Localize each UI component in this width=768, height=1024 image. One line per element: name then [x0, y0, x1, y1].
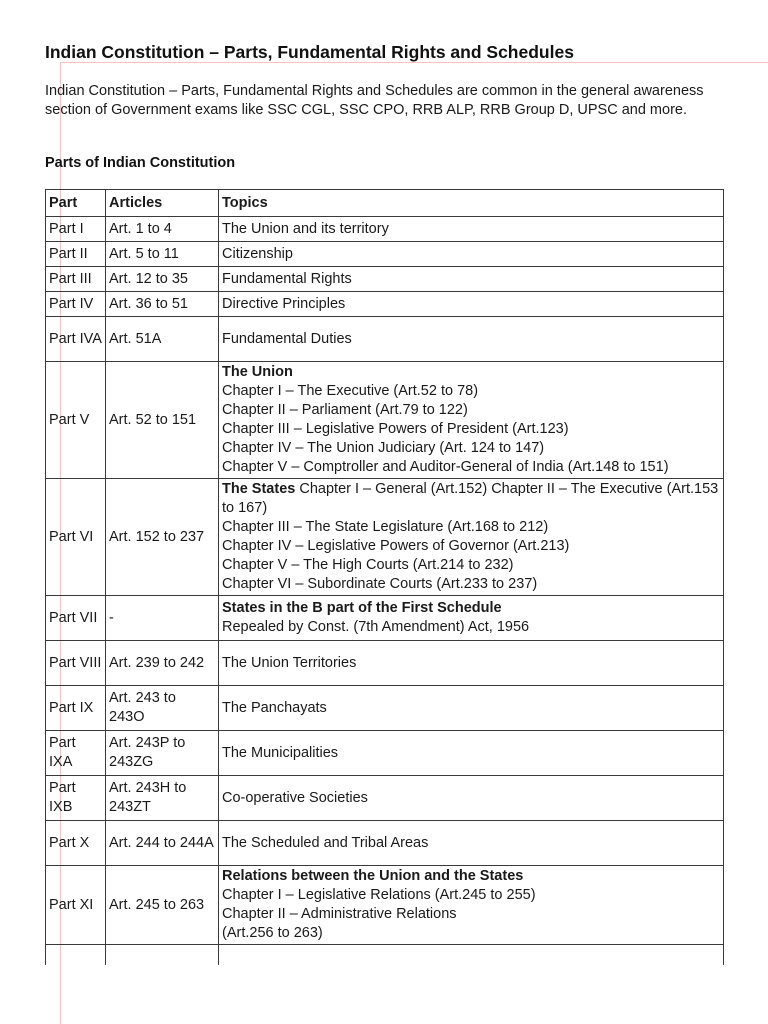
part-cell: Part IXA — [46, 731, 106, 776]
topic-cell: The Panchayats — [219, 686, 724, 731]
topic-cell: The Union and its territory — [219, 217, 724, 242]
table-row — [46, 821, 724, 866]
table-row — [46, 362, 724, 479]
table-row — [46, 641, 724, 686]
topic-heading: The States — [222, 481, 296, 497]
table-row — [46, 242, 724, 267]
topic-cell: Directive Principles — [219, 292, 724, 317]
table-row — [46, 267, 724, 292]
page-title: Indian Constitution – Parts, Fundamental Rights and Schedules — [45, 42, 574, 62]
articles-cell: Art. 245 to 263 — [106, 866, 219, 945]
table-header-row — [46, 190, 724, 217]
topic-line: Chapter IV – The Union Judiciary (Art. 124 to 147) — [222, 440, 545, 456]
part-cell-empty — [46, 945, 106, 966]
part-cell: Part IX — [46, 686, 106, 731]
topic-line: Chapter III – The State Legislature (Art.168 to 212) — [222, 519, 549, 535]
header-part: Part — [46, 190, 106, 217]
part-cell: Part VIII — [46, 641, 106, 686]
topic-cell: The Municipalities — [219, 731, 724, 776]
topic-cell — [219, 362, 724, 479]
articles-cell: Art. 52 to 151 — [106, 362, 219, 479]
articles-cell: Art. 243H to 243ZT — [106, 776, 219, 821]
articles-cell: Art. 36 to 51 — [106, 292, 219, 317]
topic-cell: Fundamental Duties — [219, 317, 724, 362]
articles-cell: - — [106, 596, 219, 641]
intro-paragraph: Indian Constitution – Parts, Fundamental Rights and Schedules are common in the general awareness section of Government exams like SSC CGL, SSC CPO, RRB ALP, RRB Group D, UPSC and more. — [45, 83, 704, 118]
header-articles: Articles — [106, 190, 219, 217]
articles-cell: Art. 239 to 242 — [106, 641, 219, 686]
articles-cell: Art. 1 to 4 — [106, 217, 219, 242]
topic-heading: Relations between the Union and the States — [222, 868, 524, 884]
constitution-parts-table — [45, 189, 724, 965]
topic-cell: The Scheduled and Tribal Areas — [219, 821, 724, 866]
topic-cell — [219, 479, 724, 596]
part-cell: Part IV — [46, 292, 106, 317]
part-cell: Part X — [46, 821, 106, 866]
topic-line: (Art.256 to 263) — [222, 925, 323, 941]
table-row — [46, 217, 724, 242]
topic-line: Chapter II – Administrative Relations — [222, 906, 457, 922]
table-row — [46, 686, 724, 731]
table-row — [46, 866, 724, 945]
articles-cell: Art. 152 to 237 — [106, 479, 219, 596]
topic-line: Chapter IV – Legislative Powers of Governor (Art.213) — [222, 538, 570, 554]
table-row — [46, 776, 724, 821]
topic-line: Chapter II – Parliament (Art.79 to 122) — [222, 402, 468, 418]
table-row — [46, 292, 724, 317]
topic-line: Chapter I – Legislative Relations (Art.245 to 255) — [222, 887, 536, 903]
topic-line: Chapter I – General (Art.152) Chapter II – The Executive (Art.153 to 167) — [222, 481, 719, 516]
articles-cell: Art. 12 to 35 — [106, 267, 219, 292]
table-row — [46, 596, 724, 641]
table-row — [46, 317, 724, 362]
part-cell: Part I — [46, 217, 106, 242]
part-cell: Part III — [46, 267, 106, 292]
part-cell: Part V — [46, 362, 106, 479]
topic-first-line — [222, 480, 720, 518]
articles-cell: Art. 51A — [106, 317, 219, 362]
topic-cell — [219, 596, 724, 641]
topic-line: Chapter III – Legislative Powers of President (Art.123) — [222, 421, 569, 437]
articles-cell: Art. 244 to 244A — [106, 821, 219, 866]
topic-cell-empty — [219, 945, 724, 966]
topic-line: Chapter I – The Executive (Art.52 to 78) — [222, 383, 479, 399]
articles-cell: Art. 243P to 243ZG — [106, 731, 219, 776]
topic-cell: The Union Territories — [219, 641, 724, 686]
topic-line: Chapter VI – Subordinate Courts (Art.233 to 237) — [222, 576, 538, 592]
part-cell: Part XI — [46, 866, 106, 945]
table-row-partial — [46, 945, 724, 966]
part-cell: Part IVA — [46, 317, 106, 362]
section-heading: Parts of Indian Constitution — [45, 155, 236, 171]
topic-line: Repealed by Const. (7th Amendment) Act, 1956 — [222, 619, 530, 635]
articles-cell-empty — [106, 945, 219, 966]
topic-cell: Co-operative Societies — [219, 776, 724, 821]
part-cell: Part IXB — [46, 776, 106, 821]
part-cell: Part II — [46, 242, 106, 267]
topic-line: Chapter V – Comptroller and Auditor-General of India (Art.148 to 151) — [222, 459, 669, 475]
topic-cell: Citizenship — [219, 242, 724, 267]
table-row — [46, 731, 724, 776]
articles-cell: Art. 5 to 11 — [106, 242, 219, 267]
part-cell: Part VI — [46, 479, 106, 596]
part-cell: Part VII — [46, 596, 106, 641]
table-row — [46, 479, 724, 596]
topic-line: Chapter V – The High Courts (Art.214 to 232) — [222, 557, 514, 573]
header-topics: Topics — [219, 190, 724, 217]
articles-cell: Art. 243 to 243O — [106, 686, 219, 731]
topic-cell — [219, 866, 724, 945]
topic-cell: Fundamental Rights — [219, 267, 724, 292]
topic-heading: The Union — [222, 364, 293, 380]
topic-heading: States in the B part of the First Schedule — [222, 600, 502, 616]
